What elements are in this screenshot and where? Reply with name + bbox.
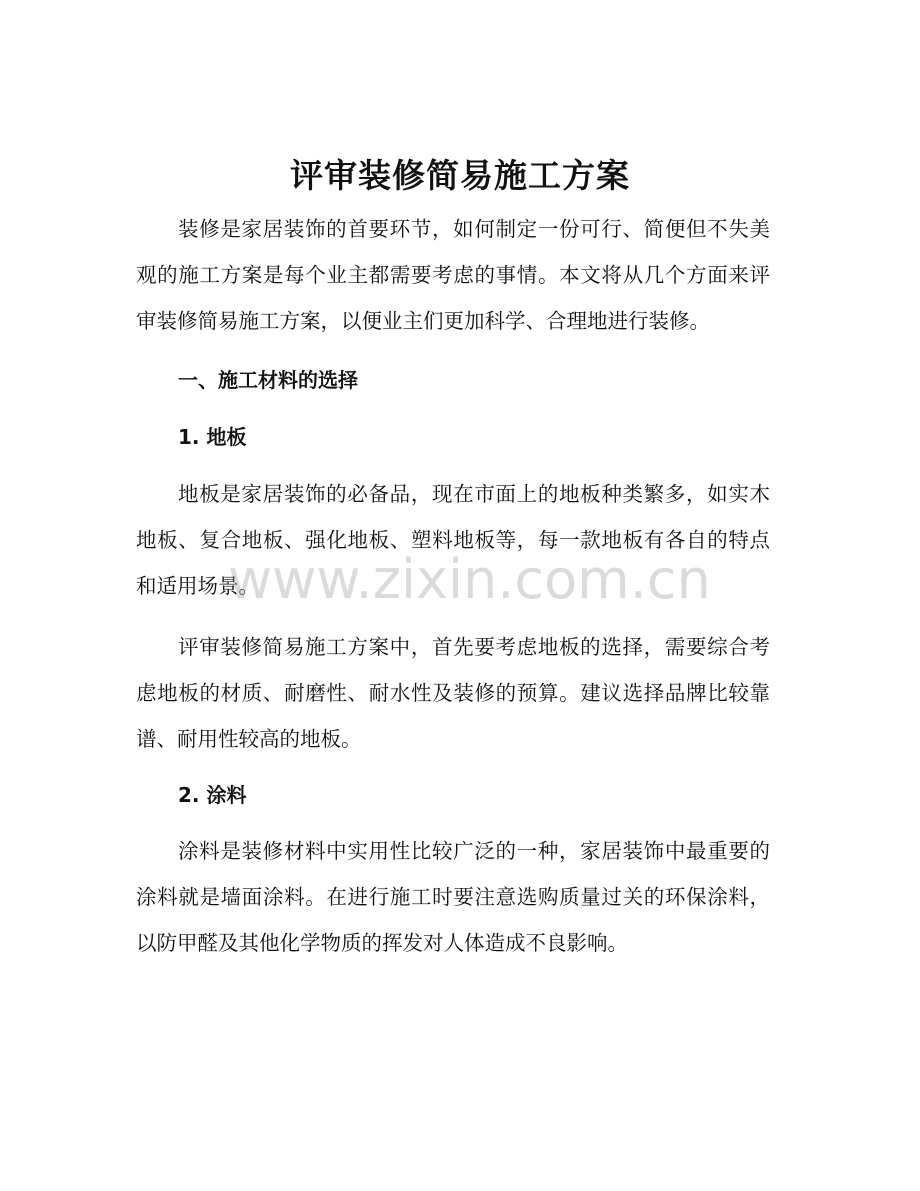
paint-paragraph-1: 涂料是装修材料中实用性比较广泛的一种，家居装饰中最重要的涂料就是墙面涂料。在进行施工时要注意选购质量过关的环保涂料，以防甲醛及其他化学物质的挥发对人体造成不良影响。 [136,839,770,955]
flooring-paragraph-2: 评审装修简易施工方案中，首先要考虑地板的选择，需要综合考虑地板的材质、耐磨性、耐水性及装修的预算。建议选择品牌比较靠谱、耐用性较高的地板。 [136,635,770,751]
subsection-heading-flooring: 1. 地板 [178,425,247,449]
section-heading-materials: 一、施工材料的选择 [178,368,358,392]
intro-paragraph: 装修是家居装饰的首要环节，如何制定一份可行、简便但不失美观的施工方案是每个业主都需要考虑的事情。本文将从几个方面来评审装修简易施工方案，以便业主们更加科学、合理地进行装修。 [136,217,770,333]
document-title: 评审装修简易施工方案 [290,156,630,195]
flooring-paragraph-1: 地板是家居装饰的必备品，现在市面上的地板种类繁多，如实木地板、复合地板、强化地板、塑料地板等，每一款地板有各自的特点和适用场景。 [136,482,770,598]
subsection-heading-paint: 2. 涂料 [178,783,247,807]
watermark: www.zixin.com.cn [228,548,711,611]
